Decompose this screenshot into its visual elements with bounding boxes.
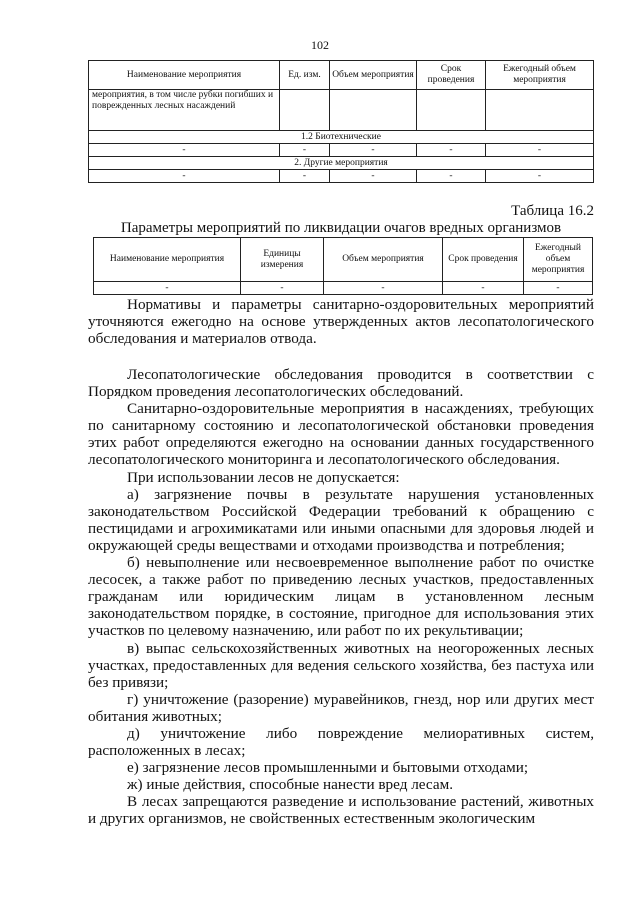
header-annual-volume: Ежегодный объем мероприятия (524, 238, 593, 282)
cell-dash: - (486, 144, 594, 157)
header-units: Единицы измерения (241, 238, 324, 282)
measures-table-continued (88, 60, 594, 183)
cell-name: мероприятия, в том числе рубки погибших и поврежденных лесных насаждений (89, 90, 280, 131)
paragraph: При использовании лесов не допускается: (127, 468, 400, 486)
cell-dash: - (417, 170, 486, 183)
header-volume: Объем мероприятия (330, 61, 417, 90)
paragraph: Нормативы и параметры санитарно-оздоровительных мероприятий уточняются ежегодно на основе утвержденных актов лесопатологического обследования и материалов отвода. (88, 296, 594, 348)
paragraph: Санитарно-оздоровительные мероприятия в насаждениях, требующих по санитарному состоянию и лесопатологической обстановки проведения этих работ определяются ежегодно на основании данных государственного лесопатологического мониторинга и лесопатологического обследования. (88, 400, 594, 469)
table-header-row (89, 61, 594, 90)
list-item: а) загрязнение почвы в результате нарушения установленных законодательством Российской Федерации требований к обращению с пестицидами и агрохимикатами или иными опасными для здоровья людей и окружающей среды веществами и отходами производства и потребления; (88, 485, 594, 554)
cell-dash: - (280, 170, 330, 183)
cell-dash: - (94, 282, 241, 295)
table-row (94, 282, 593, 295)
cell-dash: - (89, 170, 280, 183)
page-number: 102 (311, 38, 329, 52)
cell-empty (486, 90, 594, 131)
list-item: в) выпас сельскохозяйственных животных на неогороженных лесных участках, предоставленных для ведения сельского хозяйства, без пастуха или без привязи; (88, 639, 594, 691)
body-text-main (88, 366, 594, 828)
paragraph: Лесопатологические обследования проводится в соответствии с Порядком проведения лесопатологических обследований. (88, 366, 594, 401)
cell-empty (417, 90, 486, 131)
section-row (89, 157, 594, 170)
table-header-row (94, 238, 593, 282)
paragraph: В лесах запрещаются разведение и использование растений, животных и других организмов, не свойственных естественным экологическим (88, 793, 594, 828)
table-row (89, 90, 594, 131)
cell-empty (330, 90, 417, 131)
cell-dash: - (324, 282, 443, 295)
table-caption-title: Параметры мероприятий по ликвидации очагов вредных организмов (120, 220, 562, 236)
header-volume: Объем мероприятия (324, 238, 443, 282)
header-period: Срок проведения (443, 238, 524, 282)
cell-dash: - (241, 282, 324, 295)
cell-dash: - (330, 144, 417, 157)
cell-dash: - (524, 282, 593, 295)
list-item: г) уничтожение (разорение) муравейников, гнезд, нор или других мест обитания животных; (88, 690, 594, 725)
section-other: 2. Другие мероприятия (89, 157, 594, 170)
header-annual-volume: Ежегодный объем мероприятия (486, 61, 594, 90)
table-row (89, 170, 594, 183)
header-name: Наименование мероприятия (94, 238, 241, 282)
cell-dash: - (330, 170, 417, 183)
table-caption-number: Таблица 16.2 (511, 203, 594, 219)
cell-dash: - (417, 144, 486, 157)
list-item: д) уничтожение либо повреждение мелиоративных систем, расположенных в лесах; (88, 724, 594, 760)
list-item: е) загрязнение лесов промышленными и бытовыми отходами; (127, 759, 529, 777)
section-row (89, 131, 594, 144)
cell-dash: - (89, 144, 280, 157)
header-unit: Ед. изм. (280, 61, 330, 90)
header-period: Срок проведения (417, 61, 486, 90)
list-item: б) невыполнение или несвоевременное выполнение работ по очистке лесосек, а также работ по приведению лесных участков, предоставленных гражданам или юридическим лицам в установленном лесным законодательством порядке, в состояние, пригодное для использования этих участков по целевому назначению, или работ по их рекультивации; (88, 554, 594, 640)
list-item: ж) иные действия, способные нанести вред лесам. (127, 776, 453, 794)
section-biotechnical: 1.2 Биотехнические (89, 131, 594, 144)
cell-dash: - (443, 282, 524, 295)
cell-dash: - (486, 170, 594, 183)
header-name: Наименование мероприятия (89, 61, 280, 90)
body-text-top (88, 296, 594, 347)
pest-elimination-table (93, 237, 593, 295)
table-row (89, 144, 594, 157)
cell-empty (280, 90, 330, 131)
cell-dash: - (280, 144, 330, 157)
